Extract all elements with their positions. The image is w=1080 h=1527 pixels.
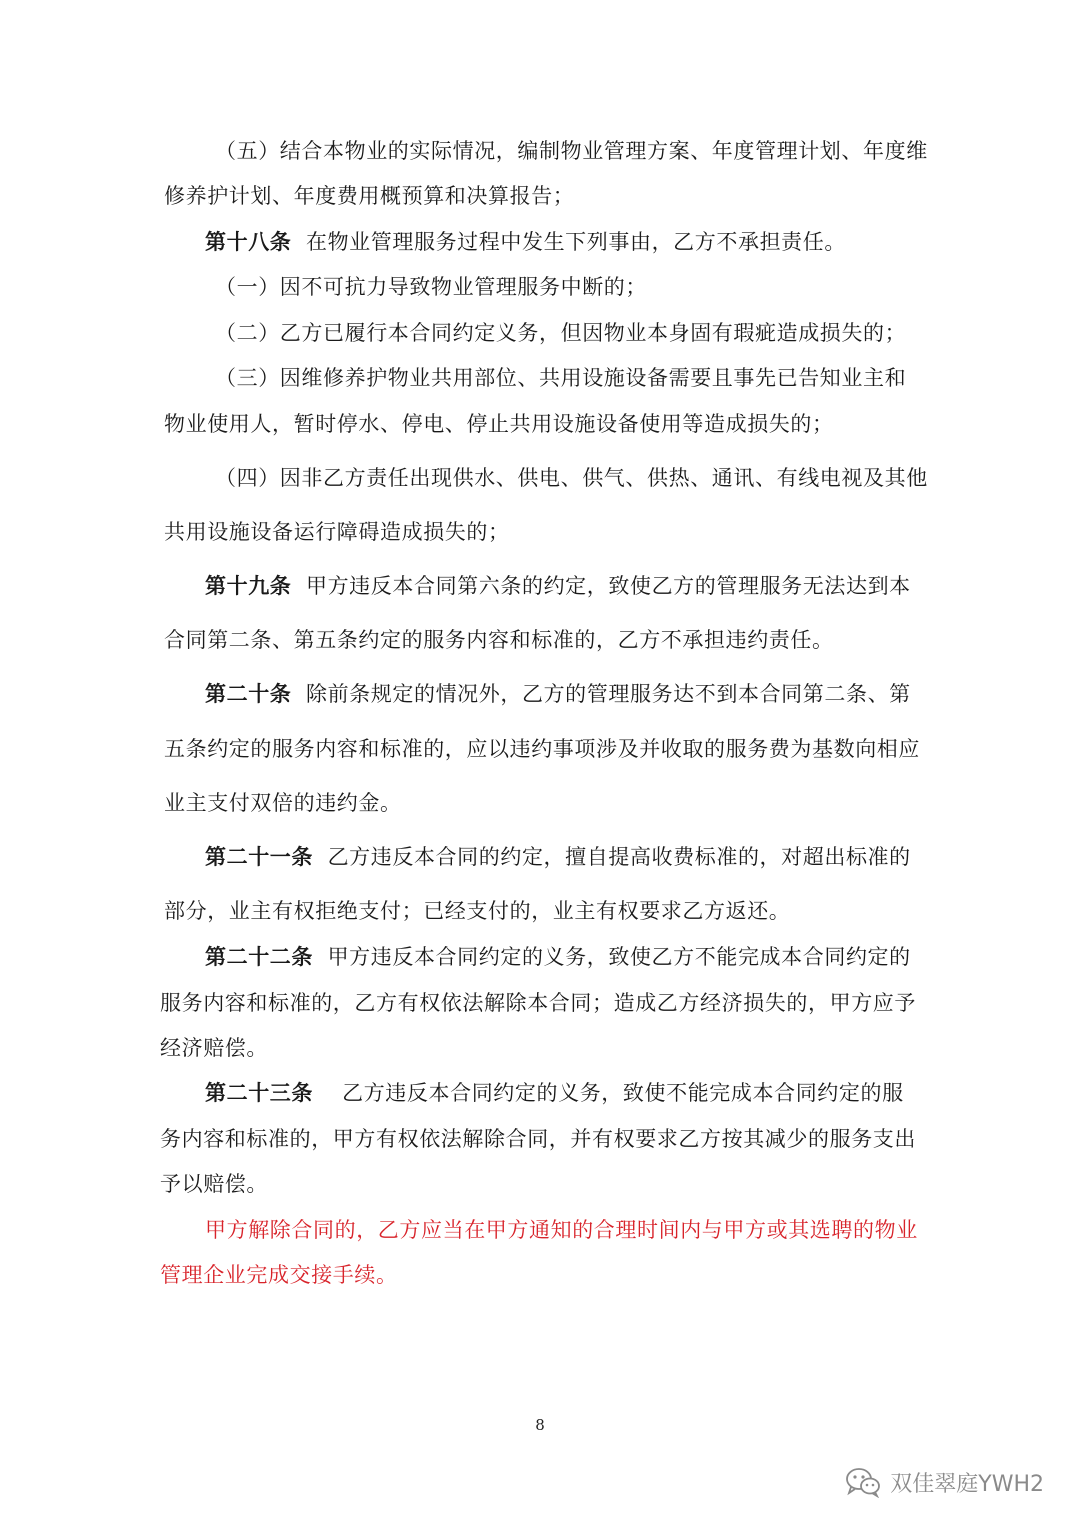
line-22: 予以赔偿。 [160,1172,268,1196]
article-heading: 第十九条 [205,573,292,598]
line-18: 服务内容和标准的，乙方有权依法解除本合同；造成乙方经济损失的，甲方应予 [160,991,916,1015]
article-18: 第十八条 在物业管理服务过程中发生下列事由，乙方不承担责任。 [205,229,846,254]
page-number: 8 [535,1416,545,1434]
line-14: 业主支付双倍的违约金。 [164,791,402,815]
line-7: 物业使用人，暂时停水、停电、停止共用设施设备使用等造成损失的； [164,412,834,436]
article-heading: 第十八条 [205,229,292,254]
article-heading: 第二十一条 [205,844,313,869]
watermark-text: 双佳翠庭YWH2 [890,1471,1044,1497]
line-5: （二）乙方已履行本合同约定义务，但因物业本身固有瑕疵造成损失的； [215,321,907,345]
article-heading: 第二十条 [205,681,292,706]
line-8: （四）因非乙方责任出现供水、供电、供气、供热、通讯、有线电视及其他 [215,466,928,490]
line-2: 修养护计划、年度费用概预算和决算报告； [164,184,575,208]
article-22: 第二十二条 甲方违反本合同约定的义务，致使乙方不能完成本合同约定的 [205,944,911,969]
article-23: 第二十三条 乙方违反本合同约定的义务，致使不能完成本合同约定的服 [205,1080,904,1105]
line-9: 共用设施设备运行障碍造成损失的； [164,520,510,544]
article-heading: 第二十三条 [205,1080,313,1105]
article-21: 第二十一条 乙方违反本合同的约定，擅自提高收费标准的，对超出标准的 [205,844,911,869]
line-11: 合同第二条、第五条约定的服务内容和标准的，乙方不承担违约责任。 [164,628,834,652]
article-heading: 第二十二条 [205,944,313,969]
highlight-line-1: 甲方解除合同的，乙方应当在甲方通知的合理时间内与甲方或其选聘的物业 [205,1218,918,1242]
watermark [844,1466,1044,1498]
line-19: 经济赔偿。 [160,1036,268,1060]
highlight-line-2: 管理企业完成交接手续。 [160,1263,398,1287]
line-4: （一）因不可抗力导致物业管理服务中断的； [215,275,647,299]
wechat-icon [844,1466,882,1498]
article-19: 第十九条 甲方违反本合同第六条的约定，致使乙方的管理服务无法达到本 [205,573,911,598]
line-13: 五条约定的服务内容和标准的，应以违约事项涉及并收取的服务费为基数向相应 [164,737,920,761]
line-1: （五）结合本物业的实际情况，编制物业管理方案、年度管理计划、年度维 [215,139,928,163]
article-20: 第二十条 除前条规定的情况外，乙方的管理服务达不到本合同第二条、第 [205,681,911,706]
line-6: （三）因维修养护物业共用部位、共用设施设备需要且事先已告知业主和 [215,366,907,390]
line-21: 务内容和标准的，甲方有权依法解除合同，并有权要求乙方按其减少的服务支出 [160,1127,916,1151]
line-16: 部分，业主有权拒绝支付；已经支付的，业主有权要求乙方返还。 [164,899,791,923]
